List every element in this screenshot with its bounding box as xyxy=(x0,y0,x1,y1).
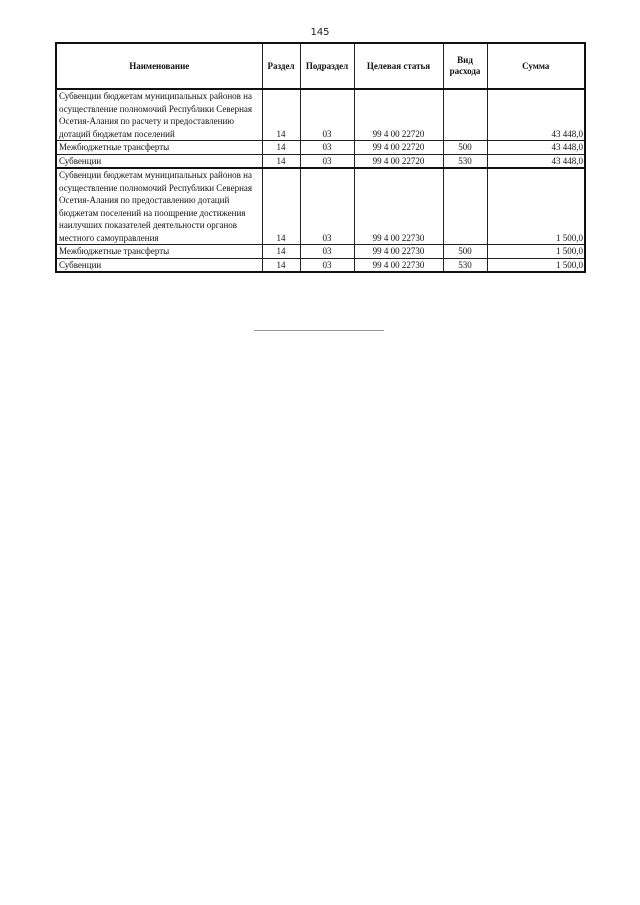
row-target: 99 4 00 22730 xyxy=(354,258,443,272)
row-target: 99 4 00 22720 xyxy=(354,89,443,141)
row-section: 14 xyxy=(262,154,300,168)
row-section: 14 xyxy=(262,89,300,141)
row-name: Субвенции xyxy=(56,258,262,272)
row-expense-type: 530 xyxy=(443,154,487,168)
row-expense-type: 500 xyxy=(443,141,487,155)
row-name: Межбюджетные трансферты xyxy=(56,245,262,259)
row-target: 99 4 00 22720 xyxy=(354,154,443,168)
row-expense-type xyxy=(443,168,487,245)
row-expense-type: 500 xyxy=(443,245,487,259)
row-subsection: 03 xyxy=(300,89,354,141)
row-subsection: 03 xyxy=(300,168,354,245)
row-expense-type: 530 xyxy=(443,258,487,272)
table-header-row xyxy=(56,43,585,89)
row-amount: 1 500,0 xyxy=(487,258,585,272)
budget-table xyxy=(55,42,586,273)
header-target: Целевая статья xyxy=(354,43,443,89)
table-row xyxy=(56,258,585,272)
row-subsection: 03 xyxy=(300,154,354,168)
row-name: Субвенции бюджетам муниципальных районов на осуществление полномочий Республики Северная Осетия-Алания по расчету и предоставлению дотаций бюджетам поселений xyxy=(56,89,262,141)
row-target: 99 4 00 22720 xyxy=(354,141,443,155)
row-target: 99 4 00 22730 xyxy=(354,245,443,259)
row-section: 14 xyxy=(262,258,300,272)
row-section: 14 xyxy=(262,168,300,245)
page-number: 145 xyxy=(310,27,330,38)
row-subsection: 03 xyxy=(300,258,354,272)
row-subsection: 03 xyxy=(300,141,354,155)
row-amount: 43 448,0 xyxy=(487,141,585,155)
table-row xyxy=(56,168,585,245)
table-row xyxy=(56,245,585,259)
table-row xyxy=(56,89,585,141)
header-section: Раздел xyxy=(262,43,300,89)
header-expense-type: Вид расхода xyxy=(443,43,487,89)
row-amount: 43 448,0 xyxy=(487,89,585,141)
row-amount: 1 500,0 xyxy=(487,245,585,259)
row-expense-type xyxy=(443,89,487,141)
row-amount: 1 500,0 xyxy=(487,168,585,245)
header-subsection: Подраздел xyxy=(300,43,354,89)
row-section: 14 xyxy=(262,245,300,259)
header-amount: Сумма xyxy=(487,43,585,89)
row-name: Межбюджетные трансферты xyxy=(56,141,262,155)
header-name: Наименование xyxy=(56,43,262,89)
table-row xyxy=(56,154,585,168)
table-row xyxy=(56,141,585,155)
row-name: Субвенции бюджетам муниципальных районов на осуществление полномочий Республики Северная Осетия-Алания по предоставлению дотаций бюджетам поселений на поощрение достижения наилучших показателей деятельности органов местного самоуправления xyxy=(56,168,262,245)
row-amount: 43 448,0 xyxy=(487,154,585,168)
footer-divider xyxy=(254,330,384,331)
row-section: 14 xyxy=(262,141,300,155)
row-subsection: 03 xyxy=(300,245,354,259)
row-name: Субвенции xyxy=(56,154,262,168)
row-target: 99 4 00 22730 xyxy=(354,168,443,245)
